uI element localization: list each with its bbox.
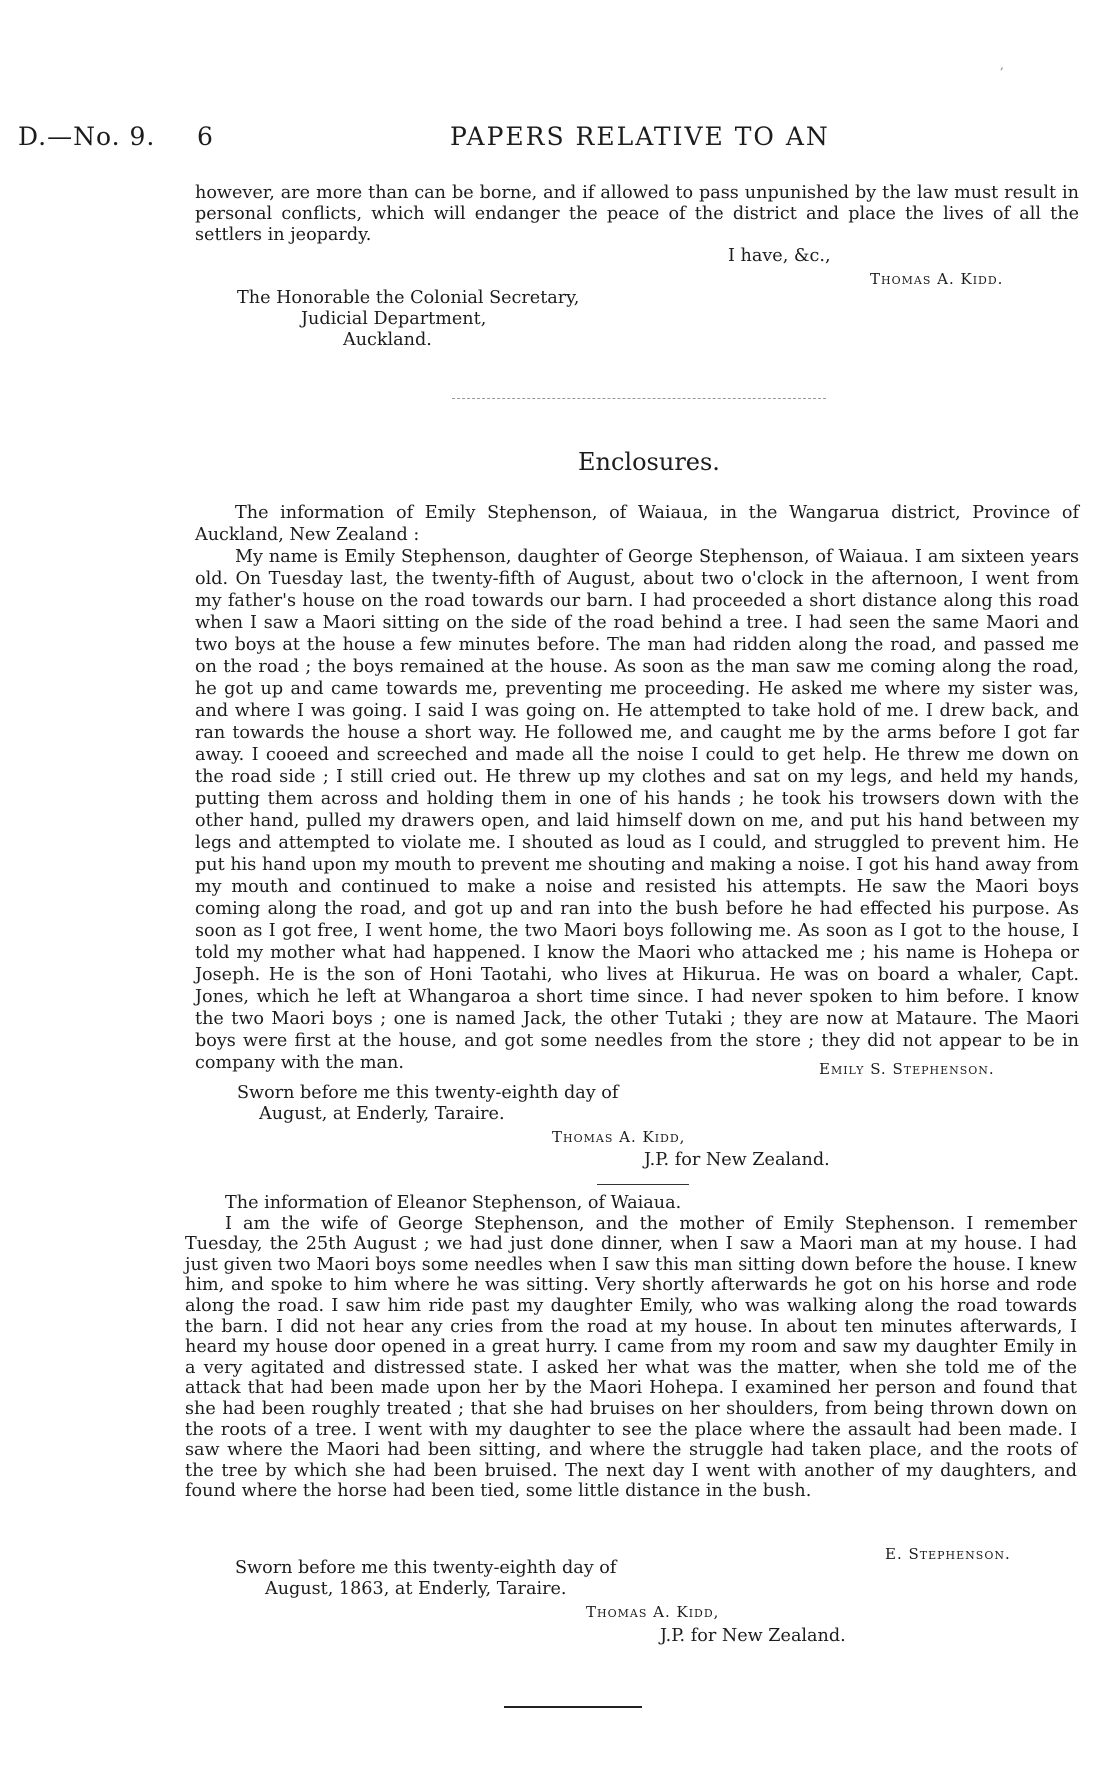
information-heading: The information of Emily Stephenson, of Waiaua, in the Wangarua district, Province of Auckland, New Zealand :: [195, 503, 1079, 545]
addressee-line: Judicial Department,: [301, 309, 487, 329]
deponent-signature: E. Stephenson.: [885, 1545, 1011, 1563]
sworn-line: August, 1863, at Enderly, Taraire.: [265, 1579, 567, 1599]
letter-closing-paragraph: however, are more than can be borne, and if allowed to pass unpunished by the law must result in personal conflicts, which will endanger the peace of the district and place the lives of all the settlers in jeopardy.: [195, 183, 1079, 245]
justice-name: Thomas A. Kidd,: [552, 1128, 686, 1146]
justice-title: J.P. for New Zealand.: [660, 1626, 846, 1646]
margin-mark: ,: [1000, 58, 1004, 72]
document-reference: D.—No. 9.: [18, 122, 156, 151]
deponent-signature: Emily S. Stephenson.: [819, 1060, 995, 1078]
addressee-line: Auckland.: [343, 330, 432, 350]
sworn-statement: [237, 1083, 618, 1125]
justice-name: Thomas A. Kidd,: [586, 1603, 720, 1621]
sworn-line: Sworn before me this twenty-eighth day of: [235, 1558, 617, 1578]
information-eleanor: [185, 1193, 1077, 1502]
information-body: I am the wife of George Stephenson, and the mother of Emily Stephenson. I remember Tuesday, the 25th August ; we had just done dinner, when I saw a Maori man at my house. I had just given two Maori boys some needles when I saw this man sitting down before the house. I knew him, and spoke to him where he was sitting. Very shortly afterwards he got on his horse and rode along the road. I saw him ride past my daughter Emily, who was walking along the road towards the barn. I did not hear any cries from the road at my house. In about ten minutes afterwards, I heard my house door opened in a great hurry. I came from my room and saw my daughter Emily in a very agitated and distressed state. I asked her what was the matter, when she told me of the attack that had been made upon her by the Maori Hohepa. I examined her person and found that she had been roughly treated ; that she had bruises on her shoulders, from being thrown down on the roots of a tree. I went with my daughter to see the place where the assault had been made. I saw where the Maori had been sitting, and where the struggle had taken place, and the roots of the tree by which she had been bruised. The next day I went with another of my daughters, and found where the horse had been tied, some little distance in the bush.: [185, 1213, 1077, 1502]
justice-title: J.P. for New Zealand.: [644, 1150, 830, 1170]
sworn-line: Sworn before me this twenty-eighth day of: [237, 1083, 619, 1103]
information-heading: The information of Eleanor Stephenson, of Waiaua.: [225, 1193, 682, 1213]
letter-signature: Thomas A. Kidd.: [870, 270, 1004, 288]
sworn-line: August, at Enderly, Taraire.: [259, 1104, 505, 1124]
section-divider: [597, 1184, 689, 1185]
end-rule: [504, 1706, 642, 1708]
running-title: PAPERS RELATIVE TO AN: [450, 122, 830, 151]
section-divider: [452, 398, 826, 399]
letter-sign-off: I have, &c.,: [728, 246, 831, 266]
addressee-line: The Honorable the Colonial Secretary,: [237, 288, 580, 308]
information-emily: [195, 502, 1079, 1074]
enclosures-heading: Enclosures.: [578, 448, 720, 476]
sworn-statement: [235, 1558, 616, 1600]
running-header: [0, 122, 1114, 156]
letter-addressee: [237, 288, 579, 351]
information-body: My name is Emily Stephenson, daughter of George Stephenson, of Waiaua. I am sixteen years old. On Tuesday last, the twenty-fifth of August, about two o'clock in the afternoon, I went from my father's house on the road towards our barn. I had proceeded a short distance along this road when I saw a Maori sitting on the side of the road behind a tree. I had seen the same Maori and two boys at the house a few minutes before. The man had ridden along the road, and passed me on the road ; the boys remained at the house. As soon as the man saw me coming along the road, he got up and came towards me, preventing me proceeding. He asked me where my sister was, and where I was going. I said I was going on. He attempted to take hold of me. I drew back, and ran towards the house a short way. He followed me, and caught me by the arms before I got far away. I cooeed and screeched and made all the noise I could to get help. He threw me down on the road side ; I still cried out. He threw up my clothes and sat on my legs, and held my hands, putting them across and holding them in one of his hands ; he took his trowsers down with the other hand, pulled my drawers open, and laid himself down on me, and put his hand between my legs and attempted to violate me. I shouted as loud as I could, and struggled to prevent him. He put his hand upon my mouth to prevent me shouting and making a noise. I got his hand away from my mouth and continued to make a noise and resisted his attempts. He saw the Maori boys coming along the road, and got up and ran into the bush before he had effected his purpose. As soon as I got free, I went home, the two Maori boys following me. As soon as I got to the house, I told my mother what had happened. I know the Maori who attacked me ; his name is Hohepa or Joseph. He is the son of Honi Taotahi, who lives at Hikurua. He was on board a whaler, Capt. Jones, which he left at Whangaroa a short time since. I had never spoken to him before. I know the two Maori boys ; one is named Jack, the other Tutaki ; they are now at Mataure. The Maori boys were first at the house, and got some needles from the store ; they did not appear to be in company with the man.: [195, 547, 1079, 1073]
page-number: 6: [197, 122, 213, 151]
